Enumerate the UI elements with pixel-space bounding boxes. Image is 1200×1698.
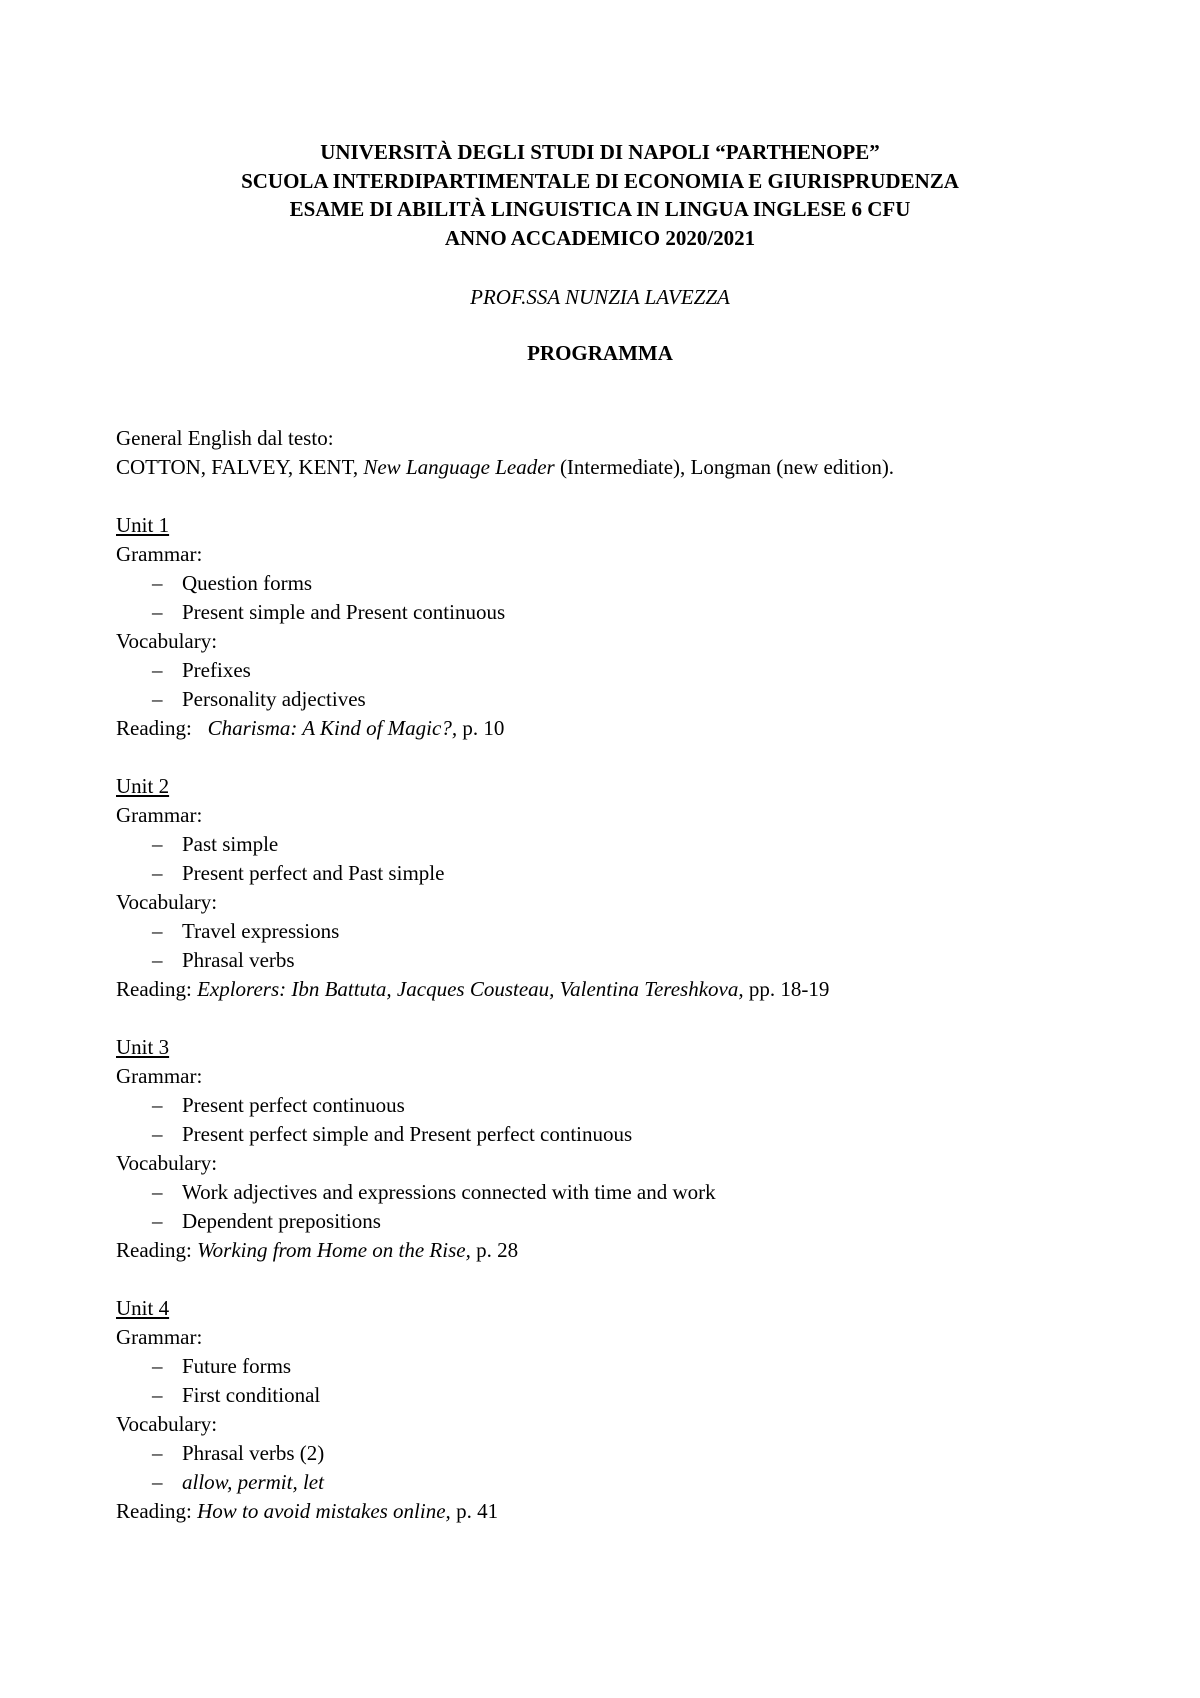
textbook-title: New Language Leader xyxy=(363,455,555,479)
dash-bullet: – xyxy=(152,1093,163,1117)
vocabulary-item-text: Work adjectives and expressions connected with time and work xyxy=(182,1180,716,1204)
reading-pages: p. 10 xyxy=(462,716,505,740)
professor-name: PROF.SSA NUNZIA LAVEZZA xyxy=(470,285,730,309)
vocabulary-item xyxy=(116,1439,1116,1468)
reading-line xyxy=(116,1236,1116,1265)
reading-title: Working from Home on the Rise, xyxy=(197,1238,471,1262)
vocabulary-item xyxy=(116,656,1116,685)
vocabulary-item xyxy=(116,1468,1116,1497)
grammar-item xyxy=(116,830,1116,859)
academic-year: ANNO ACCADEMICO 2020/2021 xyxy=(444,225,756,250)
grammar-item-text: Present perfect and Past simple xyxy=(182,861,445,885)
vocabulary-item xyxy=(116,685,1116,714)
dash-bullet: – xyxy=(152,1383,163,1407)
dash-bullet: – xyxy=(152,1441,163,1465)
dash-bullet: – xyxy=(152,919,163,943)
dash-bullet: – xyxy=(152,1122,163,1146)
vocabulary-item-text: allow, permit, let xyxy=(182,1470,324,1494)
grammar-label: Grammar: xyxy=(116,803,203,827)
reading-pages: p. 41 xyxy=(456,1499,499,1523)
grammar-item xyxy=(116,1091,1116,1120)
grammar-item-text: Future forms xyxy=(182,1354,292,1378)
reading-label: Reading: xyxy=(116,1238,192,1262)
unit-section xyxy=(116,1294,1116,1526)
reading-label: Reading: xyxy=(116,977,192,1001)
unit-section xyxy=(116,1033,1116,1265)
vocabulary-item xyxy=(116,946,1116,975)
dash-bullet: – xyxy=(152,832,163,856)
vocabulary-label: Vocabulary: xyxy=(116,629,218,653)
grammar-item-text: First conditional xyxy=(182,1383,321,1407)
dash-bullet: – xyxy=(152,571,163,595)
vocabulary-item-text: Prefixes xyxy=(182,658,251,682)
document-body xyxy=(116,424,1116,1526)
dash-bullet: – xyxy=(152,658,163,682)
reading-title: How to avoid mistakes online, xyxy=(197,1499,451,1523)
unit-title: Unit 2 xyxy=(116,774,170,798)
grammar-item xyxy=(116,1381,1116,1410)
unit-title: Unit 1 xyxy=(116,513,170,537)
vocabulary-item-text: Dependent prepositions xyxy=(182,1209,381,1233)
grammar-item-text: Question forms xyxy=(182,571,313,595)
grammar-label: Grammar: xyxy=(116,1325,203,1349)
university-name: UNIVERSITÀ DEGLI STUDI DI NAPOLI “PARTHENOPE” xyxy=(320,140,880,164)
reading-line xyxy=(116,1497,1116,1526)
grammar-item xyxy=(116,569,1116,598)
grammar-item xyxy=(116,1120,1116,1149)
textbook-details: (Intermediate), Longman (new edition). xyxy=(559,455,895,479)
vocabulary-label: Vocabulary: xyxy=(116,1151,218,1175)
unit-section xyxy=(116,511,1116,743)
unit-section xyxy=(116,772,1116,1004)
reading-label: Reading: xyxy=(116,1499,192,1523)
intro-line: General English dal testo: xyxy=(116,426,334,450)
document-header xyxy=(0,138,1200,252)
dash-bullet: – xyxy=(152,1470,163,1494)
dash-bullet: – xyxy=(152,948,163,972)
reading-pages: p. 28 xyxy=(476,1238,519,1262)
dash-bullet: – xyxy=(152,600,163,624)
school-name: SCUOLA INTERDIPARTIMENTALE DI ECONOMIA E GIURISPRUDENZA xyxy=(241,168,959,193)
grammar-item xyxy=(116,1352,1116,1381)
grammar-item xyxy=(116,859,1116,888)
reading-pages: pp. 18-19 xyxy=(748,977,830,1001)
dash-bullet: – xyxy=(152,1209,163,1233)
programma-title: PROGRAMMA xyxy=(527,341,673,365)
reading-title: Charisma: A Kind of Magic?, xyxy=(207,716,458,740)
dash-bullet: – xyxy=(152,861,163,885)
dash-bullet: – xyxy=(152,1354,163,1378)
vocabulary-item xyxy=(116,1207,1116,1236)
grammar-item-text: Present perfect continuous xyxy=(182,1093,405,1117)
reading-line xyxy=(116,714,1116,743)
vocabulary-item-text: Travel expressions xyxy=(182,919,340,943)
vocabulary-item xyxy=(116,917,1116,946)
vocabulary-label: Vocabulary: xyxy=(116,1412,218,1436)
vocabulary-item-text: Phrasal verbs (2) xyxy=(182,1441,325,1465)
unit-title: Unit 4 xyxy=(116,1296,170,1320)
unit-title: Unit 3 xyxy=(116,1035,170,1059)
grammar-item-text: Present simple and Present continuous xyxy=(182,600,506,624)
textbook-authors: COTTON, FALVEY, KENT, xyxy=(116,455,359,479)
reading-label: Reading: xyxy=(116,716,192,740)
vocabulary-item xyxy=(116,1178,1116,1207)
vocabulary-item-text: Phrasal verbs xyxy=(182,948,295,972)
grammar-item-text: Present perfect simple and Present perfect continuous xyxy=(182,1122,633,1146)
vocabulary-label: Vocabulary: xyxy=(116,890,218,914)
exam-name: ESAME DI ABILITÀ LINGUISTICA IN LINGUA INGLESE 6 CFU xyxy=(289,197,911,221)
grammar-label: Grammar: xyxy=(116,542,203,566)
grammar-label: Grammar: xyxy=(116,1064,203,1088)
dash-bullet: – xyxy=(152,687,163,711)
units-list xyxy=(116,511,1116,1526)
grammar-item xyxy=(116,598,1116,627)
textbook-reference xyxy=(116,453,1116,482)
dash-bullet: – xyxy=(152,1180,163,1204)
reading-line xyxy=(116,975,1116,1004)
vocabulary-item-text: Personality adjectives xyxy=(182,687,366,711)
reading-title: Explorers: Ibn Battuta, Jacques Cousteau, Valentina Tereshkova, xyxy=(197,977,744,1001)
grammar-item-text: Past simple xyxy=(182,832,279,856)
